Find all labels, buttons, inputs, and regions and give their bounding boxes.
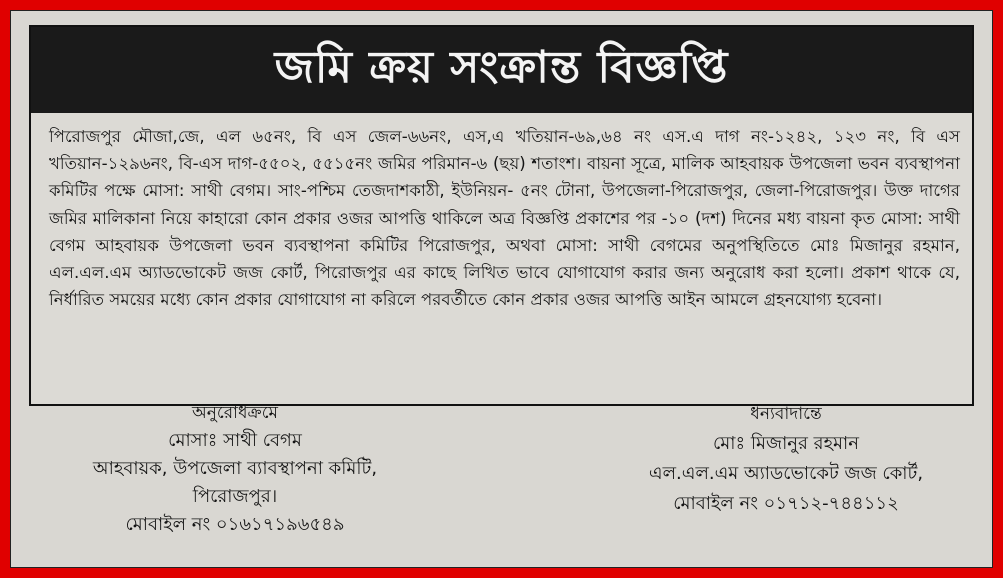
newspaper-clipping <box>10 10 993 568</box>
request-label: অনুরোধক্রমে <box>192 403 278 423</box>
title-banner <box>31 27 972 113</box>
mobile-number-left: মোবাইল নং ০১৬১৭১৯৬৫৪৯ <box>125 514 345 535</box>
mobile-number-right: মোবাইল নং ০১৭১২-৭৪৪১১২ <box>673 493 899 514</box>
notice-title: জমি ক্রয় সংক্রান্ত বিজ্ঞপ্তি <box>274 41 729 93</box>
notice-body: পিরোজপুর মৌজা,জে, এল ৬৫নং, বি এস জেল-৬৬নং, এস,এ খতিয়ান-৬৯,৬৪ নং এস.এ দাগ নং-১২৪২, ১২৩ নং, বি এস খতিয়ান-১২৯৬নং, বি-এস দাগ-৫৫০২, ৫৫১৫নং জমির পরিমান-৬ (ছয়) শতাংশ। বায়না সূত্রে, মালিক আহবায়ক উপজেলা ভবন ব্যবস্থাপনা কমিটির পক্ষে মোসা: সাথী বেগম। সাং-পশ্চিম তেজদাশকাঠী, ইউনিয়ন- ৫নং টোনা, উপজেলা-পিরোজপুর, জেলা-পিরোজপুর। উক্ত দাগের জমির মালিকানা নিয়ে কাহারো কোন প্রকার ওজর আপত্তি থাকিলে অত্র বিজ্ঞপ্তি প্রকাশের পর -১০ (দশ) দিনের মধ্য বায়না কৃত মোসা: সাথী বেগম আহবায়ক উপজেলা ভবন ব্যবস্থাপনা কমিটির পিরোজপুর, অথবা মোসা: সাথী বেগমের অনুপস্থিতিতে মোঃ মিজানুর রহমান, এল.এল.এম অ্যাডভোকেট জজ কোর্ট, পিরোজপুর এর কাছে লিখিত ভাবে যোগাযোগ করার জন্য অনুরোধ করা হলো। প্রকাশ থাকে যে, নির্ধারিত সময়ের মধ্যে কোন প্রকার যোগাযোগ না করিলে পরবর্তীতে কোন প্রকার ওজর আপত্তি আইন আমলে গ্রহনযোগ্য হবেনা। <box>49 127 960 310</box>
thanks-label: ধন্যবাদান্তে <box>750 404 822 424</box>
signatory-name-right: মোঃ মিজানুর রহমান <box>713 433 859 454</box>
signatory-title-right: এল.এল.এম অ্যাডভোকেট জজ কোর্ট, <box>648 463 924 484</box>
signature-block-left <box>55 399 415 539</box>
signatory-title-left: আহবায়ক, উপজেলা ব্যাবস্থাপনা কমিটি, <box>92 458 378 479</box>
notice-box <box>29 25 974 406</box>
signatory-location-left: পিরোজপুর। <box>192 486 278 507</box>
signature-block-right <box>611 399 961 519</box>
signatory-name-left: মোসাঃ সাথী বেগম <box>168 430 302 451</box>
